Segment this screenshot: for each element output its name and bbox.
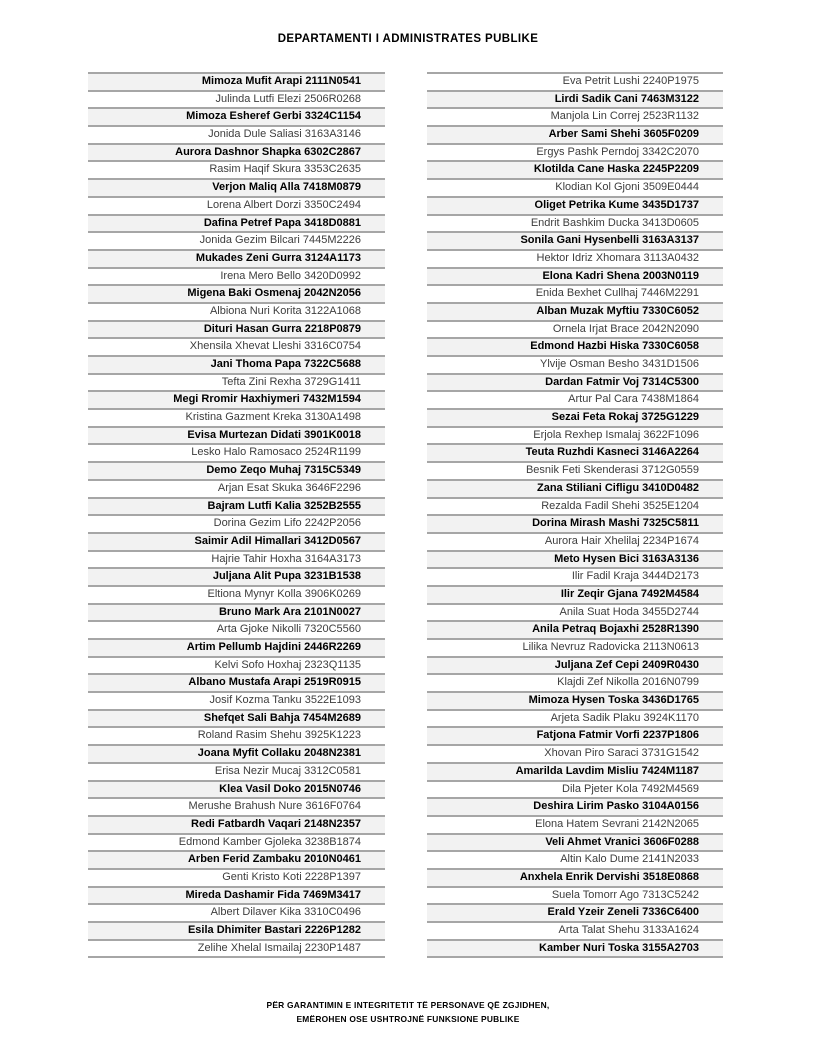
- table-row: [427, 355, 723, 373]
- table-row: [427, 479, 723, 497]
- table-row: [88, 780, 385, 798]
- person-entry: Rezalda Fadil Shehi 3525E1204: [541, 499, 699, 512]
- person-entry: Mimoza Mufit Arapi 2111N0541: [201, 75, 361, 87]
- person-entry: Julinda Lutfi Elezi 2506R0268: [215, 92, 361, 105]
- person-entry: Ilir Fadil Kraja 3444D2173: [571, 570, 699, 583]
- table-row: [427, 214, 723, 232]
- table-row: [427, 868, 723, 886]
- table-row: [427, 373, 723, 391]
- person-entry: Arta Gjoke Nikolli 7320C5560: [216, 623, 361, 636]
- table-row: [88, 302, 385, 320]
- table-row: [427, 408, 723, 426]
- table-row: [88, 709, 385, 727]
- person-entry: Joana Myfit Collaku 2048N2381: [197, 747, 361, 760]
- person-entry: Aurora Dashnor Shapka 6302C2867: [175, 145, 361, 158]
- table-row: [427, 532, 723, 550]
- person-entry: Enida Bexhet Cullhaj 7446M2291: [535, 287, 699, 300]
- table-row: [427, 638, 723, 656]
- table-row: [427, 267, 723, 285]
- table-row: [88, 532, 385, 550]
- table-row: [427, 585, 723, 603]
- person-entry: Ornela Irjat Brace 2042N2090: [552, 322, 699, 335]
- table-row: [88, 107, 385, 125]
- table-row: [427, 337, 723, 355]
- table-row: [88, 461, 385, 479]
- person-entry: Anila Suat Hoda 3455D2744: [559, 605, 699, 618]
- person-entry: Erald Yzeir Zeneli 7336C6400: [547, 906, 699, 919]
- person-entry: Arta Talat Shehu 3133A1624: [558, 924, 699, 936]
- table-row: [88, 143, 385, 161]
- table-row: [88, 231, 385, 249]
- page-title: DEPARTAMENTI I ADMINISTRATES PUBLIKE: [277, 33, 539, 45]
- table-row: [88, 833, 385, 851]
- person-entry: Lorena Albert Dorzi 3350C2494: [206, 198, 361, 211]
- person-entry: Albiona Nuri Korita 3122A1068: [209, 304, 361, 317]
- table-row: [427, 497, 723, 515]
- table-row: [427, 443, 723, 461]
- person-entry: Erisa Nezir Mucaj 3312C0581: [214, 764, 361, 777]
- table-row: [88, 585, 385, 603]
- table-row: [88, 497, 385, 515]
- person-entry: Saimir Adil Himallari 3412D0567: [194, 534, 361, 547]
- table-row: [88, 603, 385, 621]
- table-row: [88, 797, 385, 815]
- person-entry: Eltiona Mynyr Kolla 3906K0269: [207, 587, 361, 600]
- table-row: [427, 160, 723, 178]
- table-row: [88, 337, 385, 355]
- table-row: [88, 249, 385, 267]
- person-entry: Lesko Halo Ramosaco 2524R1199: [191, 446, 361, 459]
- table-row: [88, 355, 385, 373]
- person-entry: Sonila Gani Hysenbelli 3163A3137: [520, 234, 699, 247]
- person-entry: Veli Ahmet Vranici 3606F0288: [545, 835, 699, 848]
- person-entry: Roland Rasim Shehu 3925K1223: [197, 729, 361, 742]
- table-row: [427, 780, 723, 798]
- person-entry: Juljana Zef Cepi 2409R0430: [554, 658, 699, 671]
- table-row: [427, 302, 723, 320]
- person-entry: Josif Kozma Tanku 3522E1093: [209, 694, 361, 707]
- person-entry: Verjon Maliq Alla 7418M0879: [212, 181, 361, 194]
- person-entry: Edmond Kamber Gjoleka 3238B1874: [178, 835, 361, 848]
- person-entry: Kamber Nuri Toska 3155A2703: [539, 941, 699, 954]
- table-row: [427, 744, 723, 762]
- person-entry: Merushe Brahush Nure 3616F0764: [188, 800, 361, 813]
- table-row: [88, 373, 385, 391]
- table-row: [88, 726, 385, 744]
- table-row: [427, 762, 723, 780]
- person-entry: Juljana Alit Pupa 3231B1538: [212, 570, 361, 583]
- person-entry: Besnik Feti Skenderasi 3712G0559: [525, 464, 699, 477]
- person-entry: Demo Zeqo Muhaj 7315C5349: [206, 464, 361, 477]
- table-row: [88, 868, 385, 886]
- person-entry: Megi Rromir Haxhiymeri 7432M1594: [173, 393, 361, 406]
- table-row: [427, 797, 723, 815]
- footer-note-line-2: EMËROHEN OSE USHTROJNË FUNKSIONE PUBLIKE: [296, 1013, 520, 1024]
- person-entry: Mukades Zeni Gurra 3124A1173: [195, 251, 361, 264]
- person-entry: Genti Kristo Koti 2228P1397: [222, 870, 361, 883]
- person-entry: Amarilda Lavdim Misliu 7424M1187: [515, 764, 699, 777]
- footer-note: [0, 999, 816, 1026]
- person-entry: Evisa Murtezan Didati 3901K0018: [187, 428, 361, 441]
- person-entry: Arben Ferid Zambaku 2010N0461: [187, 853, 361, 866]
- table-row: [427, 691, 723, 709]
- table-row: [427, 72, 723, 90]
- person-entry: Endrit Bashkim Ducka 3413D0605: [530, 216, 699, 229]
- person-entry: Jonida Gezim Bilcari 7445M2226: [199, 234, 361, 247]
- table-row: [427, 726, 723, 744]
- person-entry: Jani Thoma Papa 7322C5688: [210, 358, 361, 370]
- table-row: [427, 620, 723, 638]
- person-entry: Dorina Mirash Mashi 7325C5811: [532, 517, 699, 530]
- person-entry: Meto Hysen Bici 3163A3136: [554, 552, 699, 565]
- table-row: [88, 284, 385, 302]
- table-row: [427, 903, 723, 921]
- table-row: [427, 461, 723, 479]
- person-entry: Dafina Petref Papa 3418D0881: [203, 216, 361, 229]
- person-entry: Zana Stiliani Cifligu 3410D0482: [536, 481, 699, 494]
- table-row: [427, 833, 723, 851]
- person-entry: Arber Sami Shehi 3605F0209: [548, 128, 699, 141]
- table-row: [427, 107, 723, 125]
- table-row: [88, 320, 385, 338]
- names-table-left: [88, 72, 385, 958]
- person-entry: Altin Kalo Dume 2141N2033: [560, 853, 699, 866]
- person-entry: Lilika Nevruz Radovicka 2113N0613: [522, 641, 699, 653]
- table-row: [88, 390, 385, 408]
- person-entry: Anxhela Enrik Dervishi 3518E0868: [519, 870, 699, 883]
- person-entry: Albert Dilaver Kika 3310C0496: [210, 906, 361, 919]
- person-entry: Eva Petrit Lushi 2240P1975: [562, 75, 699, 87]
- person-entry: Rasim Haqif Skura 3353C2635: [209, 163, 361, 176]
- person-entry: Fatjona Fatmir Vorfi 2237P1806: [536, 729, 699, 742]
- person-entry: Dorina Gezim Lifo 2242P2056: [213, 517, 361, 530]
- person-entry: Elona Hatem Sevrani 2142N2065: [535, 817, 699, 830]
- person-entry: Artim Pellumb Hajdini 2446R2269: [186, 641, 361, 653]
- person-entry: Klea Vasil Doko 2015N0746: [219, 782, 361, 795]
- table-row: [427, 514, 723, 532]
- table-row: [427, 550, 723, 568]
- table-row: [427, 196, 723, 214]
- person-entry: Klajdi Zef Nikolla 2016N0799: [557, 676, 699, 689]
- table-row: [427, 231, 723, 249]
- table-row: [88, 550, 385, 568]
- person-entry: Dituri Hasan Gurra 2218P0879: [203, 322, 361, 335]
- person-entry: Xhensila Xhevat Lleshi 3316C0754: [189, 340, 361, 353]
- table-row: [427, 850, 723, 868]
- table-row: [427, 390, 723, 408]
- table-row: [88, 638, 385, 656]
- person-entry: Teuta Ruzhdi Kasneci 3146A2264: [525, 446, 699, 459]
- person-entry: Mimoza Esheref Gerbi 3324C1154: [186, 110, 361, 123]
- person-entry: Irena Mero Bello 3420D0992: [220, 269, 361, 282]
- table-row: [88, 903, 385, 921]
- person-entry: Lirdi Sadik Cani 7463M3122: [554, 92, 699, 105]
- person-entry: Artur Pal Cara 7438M1864: [568, 393, 699, 406]
- table-row: [88, 744, 385, 762]
- person-entry: Hektor Idriz Xhomara 3113A0432: [536, 251, 699, 264]
- person-entry: Oliget Petrika Kume 3435D1737: [534, 198, 699, 211]
- table-row: [88, 267, 385, 285]
- person-entry: Klodian Kol Gjoni 3509E0444: [555, 181, 699, 194]
- person-entry: Mireda Dashamir Fida 7469M3417: [185, 888, 361, 901]
- person-entry: Kristina Gazment Kreka 3130A1498: [185, 411, 361, 424]
- person-entry: Ilir Zeqir Gjana 7492M4584: [560, 587, 699, 600]
- table-row: [88, 90, 385, 108]
- person-entry: Alban Muzak Myftiu 7330C6052: [536, 304, 699, 317]
- table-row: [427, 426, 723, 444]
- table-row: [88, 426, 385, 444]
- table-row: [88, 762, 385, 780]
- table-row: [427, 656, 723, 674]
- table-row: [88, 408, 385, 426]
- person-entry: Bajram Lutfi Kalia 3252B2555: [207, 499, 361, 512]
- person-entry: Kelvi Sofo Hoxhaj 2323Q1135: [214, 658, 361, 671]
- table-row: [88, 196, 385, 214]
- table-row: [427, 567, 723, 585]
- person-entry: Anila Petraq Bojaxhi 2528R1390: [532, 623, 699, 636]
- table-row: [88, 656, 385, 674]
- table-row: [88, 921, 385, 939]
- table-row: [427, 178, 723, 196]
- table-row: [88, 443, 385, 461]
- person-entry: Tefta Zini Rexha 3729G1411: [221, 375, 361, 388]
- person-entry: Xhovan Piro Saraci 3731G1542: [544, 747, 699, 760]
- person-entry: Aurora Hair Xhelilaj 2234P1674: [544, 534, 699, 547]
- table-row: [88, 691, 385, 709]
- person-entry: Elona Kadri Shena 2003N0119: [542, 269, 699, 282]
- table-row: [427, 320, 723, 338]
- person-entry: Hajrie Tahir Hoxha 3164A3173: [211, 552, 361, 565]
- table-row: [88, 939, 385, 957]
- table-row: [427, 939, 723, 957]
- person-entry: Esila Dhimiter Bastari 2226P1282: [187, 924, 361, 936]
- footer-note-line-1: PËR GARANTIMIN E INTEGRITETIT TË PERSONAVE QË ZGJIDHEN,: [266, 1000, 550, 1010]
- person-entry: Manjola Lin Correj 2523R1132: [550, 110, 699, 123]
- table-row: [88, 620, 385, 638]
- table-row: [88, 214, 385, 232]
- table-row: [427, 815, 723, 833]
- table-row: [427, 603, 723, 621]
- table-row: [427, 921, 723, 939]
- table-row: [88, 72, 385, 90]
- person-entry: Shefqet Sali Bahja 7454M2689: [203, 711, 361, 724]
- person-entry: Edmond Hazbi Hiska 7330C6058: [530, 340, 699, 353]
- person-entry: Dila Pjeter Kola 7492M4569: [562, 782, 699, 795]
- table-row: [427, 125, 723, 143]
- person-entry: Dardan Fatmir Voj 7314C5300: [545, 375, 699, 388]
- table-row: [88, 567, 385, 585]
- person-entry: Migena Baki Osmenaj 2042N2056: [187, 287, 361, 300]
- person-entry: Deshira Lirim Pasko 3104A0156: [533, 800, 699, 813]
- table-row: [427, 886, 723, 904]
- table-row: [427, 709, 723, 727]
- person-entry: Redi Fatbardh Vaqari 2148N2357: [191, 817, 361, 830]
- person-entry: Arjan Esat Skuka 3646F2296: [217, 481, 361, 494]
- table-row: [427, 284, 723, 302]
- person-entry: Erjola Rexhep Ismalaj 3622F1096: [533, 428, 699, 441]
- table-row: [88, 850, 385, 868]
- table-row: [427, 143, 723, 161]
- person-entry: Klotilda Cane Haska 2245P2209: [533, 163, 699, 176]
- table-row: [88, 479, 385, 497]
- person-entry: Suela Tomorr Ago 7313C5242: [551, 888, 699, 901]
- names-table-right: [427, 72, 723, 958]
- person-entry: Bruno Mark Ara 2101N0027: [218, 605, 361, 618]
- person-entry: Albano Mustafa Arapi 2519R0915: [188, 676, 361, 689]
- table-row: [427, 673, 723, 691]
- table-row: [88, 886, 385, 904]
- table-row: [88, 160, 385, 178]
- person-entry: Mimoza Hysen Toska 3436D1765: [528, 694, 699, 707]
- person-entry: Ylvije Osman Besho 3431D1506: [540, 358, 699, 370]
- person-entry: Arjeta Sadik Plaku 3924K1170: [550, 711, 699, 724]
- table-row: [427, 90, 723, 108]
- person-entry: Sezai Feta Rokaj 3725G1229: [551, 411, 699, 424]
- table-row: [88, 125, 385, 143]
- person-entry: Zelihe Xhelal Ismailaj 2230P1487: [197, 941, 361, 954]
- person-entry: Jonida Dule Saliasi 3163A3146: [208, 128, 361, 141]
- table-row: [88, 815, 385, 833]
- person-entry: Ergys Pashk Perndoj 3342C2070: [536, 145, 699, 158]
- table-row: [88, 514, 385, 532]
- table-row: [427, 249, 723, 267]
- table-row: [88, 673, 385, 691]
- table-row: [88, 178, 385, 196]
